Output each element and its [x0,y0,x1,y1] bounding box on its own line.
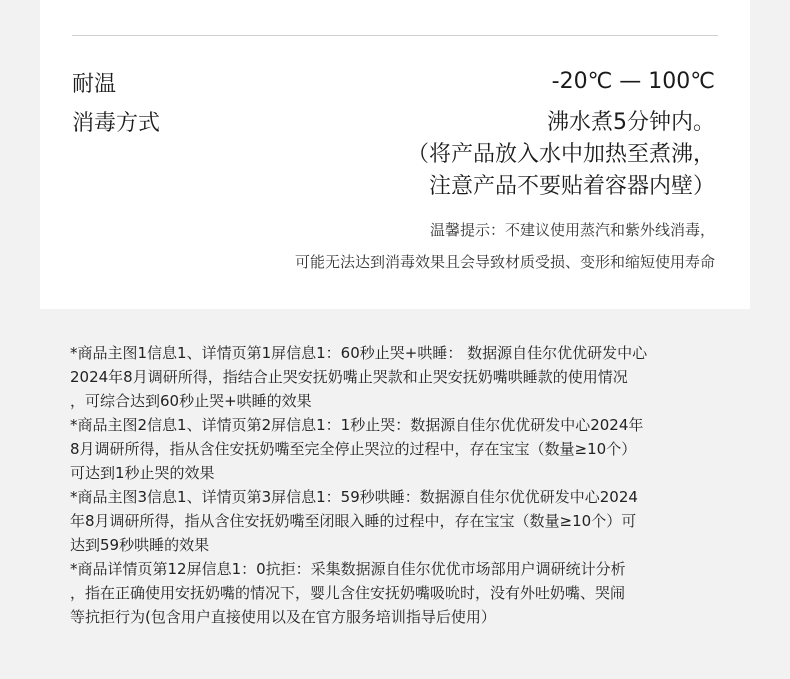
divider [72,35,718,36]
footnote-line: 2024年8月调研所得，指结合止哭安抚奶嘴止哭款和止哭安抚奶嘴哄睡款的使用情况 [70,368,628,386]
disinfection-method-value-line-1: 沸水煮5分钟内。 [547,110,715,135]
heat-resistance-value: -20℃ — 100℃ [551,69,715,94]
footnote-line: *商品主图2信息1、详情页第2屏信息1：1秒止哭：数据源自佳尔优优研发中心2024年 [70,416,644,434]
footnote-line: *商品详情页第12屏信息1：0抗拒：采集数据源自佳尔优优市场部用户调研统计分析 [70,560,626,578]
disinfection-tip-line-2: 可能无法达到消毒效果且会导致材质受损、变形和缩短使用寿命 [294,253,715,271]
footnote-line: *商品主图3信息1、详情页第3屏信息1：59秒哄睡：数据源自佳尔优优研发中心2024 [70,488,638,506]
footnote-line: ，可综合达到60秒止哭+哄睡的效果 [70,392,312,410]
footnote-line: 可达到1秒止哭的效果 [70,464,215,482]
disinfection-tip-line-1: 温馨提示：不建议使用蒸汽和紫外线消毒， [429,221,715,239]
disinfection-method-value-line-3: 注意产品不要贴着容器内壁） [428,174,715,199]
footnote-line: 8月调研所得，指从含住安抚奶嘴至完全停止哭泣的过程中，存在宝宝（数量≥10个） [70,440,637,458]
footnote-line: 等抗拒行为(包含用户直接使用以及在官方服务培训指导后使用） [70,608,496,626]
footnote-line: *商品主图1信息1、详情页第1屏信息1：60秒止哭+哄睡： 数据源自佳尔优优研发中心 [70,344,648,362]
heat-resistance-label: 耐温 [72,72,117,97]
footnote-line: ，指在正确使用安抚奶嘴的情况下，婴儿含住安抚奶嘴吸吮时，没有外吐奶嘴、哭闹 [70,584,626,602]
disinfection-method-value-line-2: （将产品放入水中加热至煮沸， [406,142,715,167]
footnote-line: 达到59秒哄睡的效果 [70,536,210,554]
disinfection-method-label: 消毒方式 [72,111,161,136]
footnote-line: 年8月调研所得，指从含住安抚奶嘴至闭眼入睡的过程中，存在宝宝（数量≥10个）可 [70,512,637,530]
spec-card [40,0,750,309]
footnotes [70,341,730,629]
